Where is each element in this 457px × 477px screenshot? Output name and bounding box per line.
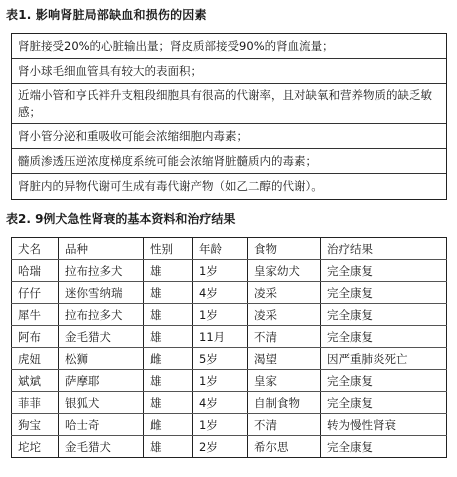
table-cell: 哈瑞 bbox=[12, 260, 59, 282]
header-cell: 犬名 bbox=[12, 238, 59, 260]
header-cell: 品种 bbox=[59, 238, 144, 260]
table-cell: 雌 bbox=[144, 414, 193, 436]
header-cell: 治疗结果 bbox=[321, 238, 447, 260]
table1-title: 表1. 影响肾脏局部缺血和损伤的因素 bbox=[6, 8, 207, 22]
table-cell: 拉布拉多犬 bbox=[59, 304, 144, 326]
factor-row: 肾小球毛细血管具有较大的表面积； bbox=[12, 59, 446, 84]
table-cell: 银狐犬 bbox=[59, 392, 144, 414]
header-cell: 年龄 bbox=[193, 238, 248, 260]
table-cell: 完全康复 bbox=[321, 260, 447, 282]
table-cell: 1岁 bbox=[193, 414, 248, 436]
table-cell: 转为慢性肾衰 bbox=[321, 414, 447, 436]
table-cell: 4岁 bbox=[193, 392, 248, 414]
table2-title: 表2. 9例犬急性肾衰的基本资料和治疗结果 bbox=[6, 212, 236, 226]
table-cell: 因严重肺炎死亡 bbox=[321, 348, 447, 370]
table-cell: 雄 bbox=[144, 304, 193, 326]
table-header-row bbox=[12, 238, 447, 260]
table-cell: 1岁 bbox=[193, 260, 248, 282]
factor-row: 肾脏接受20%的心脏输出量；肾皮质部接受90%的肾血流量； bbox=[12, 34, 446, 59]
table-cell: 雌 bbox=[144, 348, 193, 370]
table-cell: 1岁 bbox=[193, 304, 248, 326]
table-cell: 雄 bbox=[144, 282, 193, 304]
table-cell: 斌斌 bbox=[12, 370, 59, 392]
table-cell: 自制食物 bbox=[248, 392, 321, 414]
table-cell: 坨坨 bbox=[12, 436, 59, 458]
table-cell: 完全康复 bbox=[321, 304, 447, 326]
table-cell: 不清 bbox=[248, 414, 321, 436]
table-cell: 11月 bbox=[193, 326, 248, 348]
table-row bbox=[12, 370, 447, 392]
table-cell: 菲菲 bbox=[12, 392, 59, 414]
table-cell: 2岁 bbox=[193, 436, 248, 458]
table-cell: 雄 bbox=[144, 326, 193, 348]
factor-row: 肾脏内的异物代谢可生成有毒代谢产物（如乙二醇的代谢）。 bbox=[18, 179, 323, 193]
table-cell: 金毛猎犬 bbox=[59, 436, 144, 458]
table-cell: 萨摩耶 bbox=[59, 370, 144, 392]
table-cell: 犀牛 bbox=[12, 304, 59, 326]
table-cell: 5岁 bbox=[193, 348, 248, 370]
table-cell: 哈士奇 bbox=[59, 414, 144, 436]
header-cell: 性别 bbox=[144, 238, 193, 260]
table-cell: 完全康复 bbox=[321, 436, 447, 458]
table-cell: 皇家 bbox=[248, 370, 321, 392]
table-cell: 阿布 bbox=[12, 326, 59, 348]
table-cell: 拉布拉多犬 bbox=[59, 260, 144, 282]
header-cell: 食物 bbox=[248, 238, 321, 260]
table-row bbox=[12, 260, 447, 282]
table-row bbox=[12, 414, 447, 436]
table-cell: 渴望 bbox=[248, 348, 321, 370]
factor-row: 肾小管分泌和重吸收可能会浓缩细胞内毒素； bbox=[12, 124, 446, 149]
table-cell: 完全康复 bbox=[321, 370, 447, 392]
table-cell: 不清 bbox=[248, 326, 321, 348]
table-cell: 皇家幼犬 bbox=[248, 260, 321, 282]
table-cell: 松狮 bbox=[59, 348, 144, 370]
table-cell: 希尔思 bbox=[248, 436, 321, 458]
table-row bbox=[12, 326, 447, 348]
table-cell: 雄 bbox=[144, 260, 193, 282]
table-row bbox=[12, 392, 447, 414]
table-row bbox=[12, 348, 447, 370]
table-cell: 迷你雪纳瑞 bbox=[59, 282, 144, 304]
table-cell: 虎妞 bbox=[12, 348, 59, 370]
table-cell: 雄 bbox=[144, 392, 193, 414]
table-cell: 雄 bbox=[144, 370, 193, 392]
table-row bbox=[12, 304, 447, 326]
table-cell: 凌采 bbox=[248, 304, 321, 326]
factors-table bbox=[11, 33, 447, 200]
table-row bbox=[12, 282, 447, 304]
table-cell: 狗宝 bbox=[12, 414, 59, 436]
table-cell: 4岁 bbox=[193, 282, 248, 304]
table-row bbox=[12, 436, 447, 458]
factor-row: 近端小管和亨氏袢升支粗段细胞具有很高的代谢率，且对缺氧和营养物质的缺乏敏感； bbox=[12, 84, 446, 124]
table-cell: 完全康复 bbox=[321, 326, 447, 348]
table-cell: 雄 bbox=[144, 436, 193, 458]
table-cell: 凌采 bbox=[248, 282, 321, 304]
cases-table bbox=[11, 237, 447, 458]
table-cell: 仔仔 bbox=[12, 282, 59, 304]
table-cell: 1岁 bbox=[193, 370, 248, 392]
factor-row: 髓质渗透压逆浓度梯度系统可能会浓缩肾脏髓质内的毒素； bbox=[12, 149, 446, 174]
table-cell: 完全康复 bbox=[321, 392, 447, 414]
table-cell: 完全康复 bbox=[321, 282, 447, 304]
table-cell: 金毛猎犬 bbox=[59, 326, 144, 348]
